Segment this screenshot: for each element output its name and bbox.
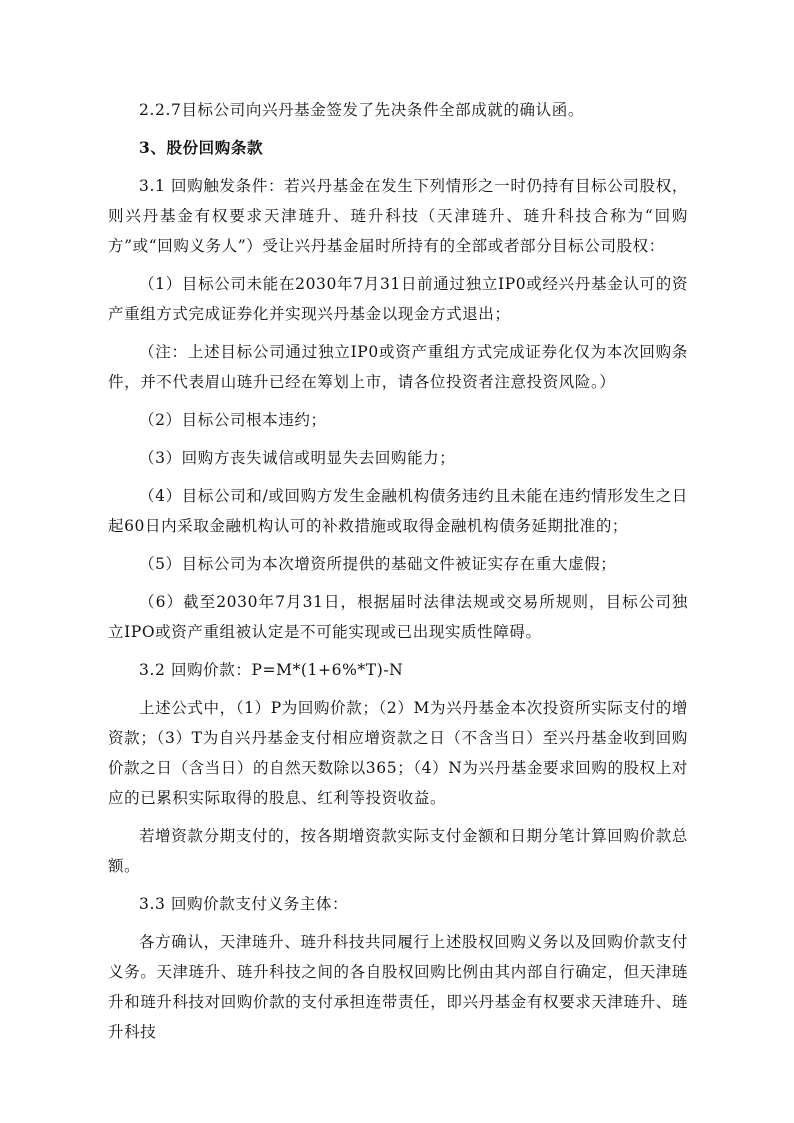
paragraph-3-1-trigger-conditions: 3.1 回购触发条件：若兴丹基金在发生下列情形之一时仍持有目标公司股权，则兴丹基金有权要求天津琏升、琏升科技（天津琏升、琏升科技合称为“回购方”或“回购义务人”）受让兴丹基金届时所持有的全部或者部分目标公司股权：	[108, 177, 688, 255]
paragraph-condition-1: （1）目标公司未能在2030年7月31日前通过独立IP0或经兴丹基金认可的资产重组方式完成证券化并实现兴丹基金以现金方式退出；	[108, 275, 688, 323]
paragraph-installment-payment: 若增资款分期支付的，按各期增资款实际支付金额和日期分笔计算回购价款总额。	[108, 827, 688, 875]
paragraph-condition-6: （6）截至2030年7月31日，根据届时法律法规或交易所规则，目标公司独立IPO或资产重组被认定是不可能实现或已出现实质性障碍。	[108, 593, 688, 641]
paragraph-joint-liability: 各方确认，天津琏升、琏升科技共同履行上述股权回购义务以及回购价款支付义务。天津琏升、琏升科技之间的各自股权回购比例由其内部自行确定，但天津琏升和琏升科技对回购价款的支付承担连带责任，即兴丹基金有权要求天津琏升、琏升科技	[108, 933, 688, 1041]
paragraph-risk-note: （注：上述目标公司通过独立IP0或资产重组方式完成证券化仅为本次回购条件，并不代表眉山琏升已经在筹划上市，请各位投资者注意投资风险。）	[108, 343, 688, 391]
paragraph-condition-3: （3）回购方丧失诚信或明显失去回购能力；	[139, 449, 456, 467]
paragraph-formula-explanation: 上述公式中，（1）P为回购价款；（2）M为兴丹基金本次投资所实际支付的增资款；（3）T为自兴丹基金支付相应增资款之日（不含当日）至兴丹基金收到回购价款之日（含当日）的自然天数除以365；（4）N为兴丹基金要求回购的股权上对应的已累积实际取得的股息、红利等投资收益。	[108, 699, 688, 807]
paragraph-3-3-payment-obligor: 3.3 回购价款支付义务主体：	[139, 895, 349, 913]
paragraph-2-2-7: 2.2.7目标公司向兴丹基金签发了先决条件全部成就的确认函。	[139, 101, 584, 119]
paragraph-condition-2: （2）目标公司根本违约；	[139, 411, 327, 429]
section-heading-share-repurchase: 3、股份回购条款	[139, 138, 264, 157]
paragraph-3-2-repurchase-price: 3.2 回购价款：P=M*(1+6%*T)-N	[139, 661, 404, 679]
paragraph-condition-5: （5）目标公司为本次增资所提供的基础文件被证实存在重大虚假；	[139, 555, 617, 573]
document-body	[108, 95, 688, 1055]
paragraph-condition-4: （4）目标公司和/或回购方发生金融机构债务违约且未能在违约情形发生之日起60日内采取金融机构认可的补救措施或取得金融机构债务延期批准的；	[108, 487, 688, 535]
